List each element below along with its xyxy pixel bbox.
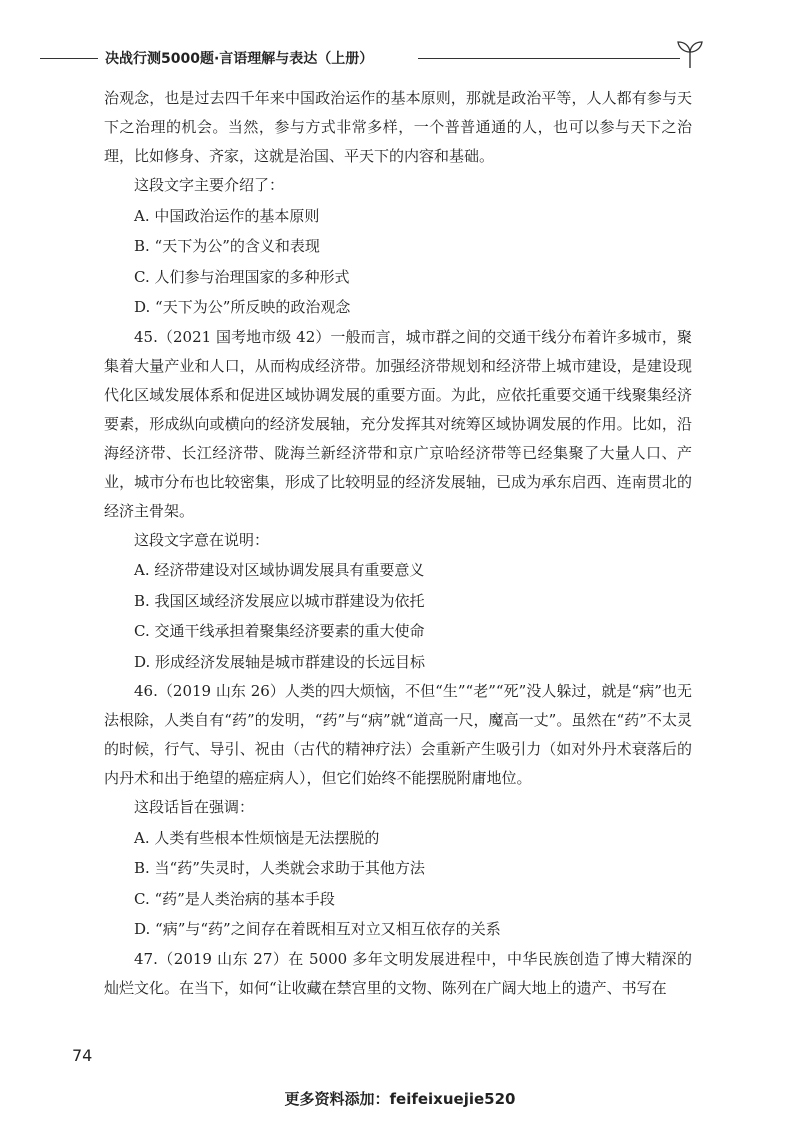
book-title: 决战行测5000题·言语理解与表达（上册） (105, 51, 374, 67)
q46-option-c: C. “药”是人类治病的基本手段 (134, 889, 335, 908)
q47-paragraph: 47.（2019 山东 27）在 5000 多年文明发展进程中，中华民族创造了博大精深的灿烂文化。在当下，如何“让收藏在禁宫里的文物、陈列在广阔大地上的遗产、书写在 (104, 949, 692, 997)
q45-option-d: D. 形成经济发展轴是城市群建设的长远目标 (134, 652, 426, 671)
q44-option-a: A. 中国政治运作的基本原则 (134, 206, 320, 225)
page-number: 74 (72, 1046, 93, 1065)
q45-option-a: A. 经济带建设对区域协调发展具有重要意义 (134, 561, 425, 579)
q46-option-b: B. 当“药”失灵时，人类就会求助于其他方法 (134, 859, 425, 877)
q45-question: 这段文字意在说明： (134, 530, 270, 549)
page-content (104, 84, 692, 1003)
header-rule-left (40, 58, 98, 59)
sprout-icon (676, 34, 704, 70)
q46-question: 这段话旨在强调： (134, 798, 255, 816)
q46-option-d: D. “病”与“药”之间存在着既相互对立又相互依存的关系 (134, 920, 501, 938)
q45-option-c: C. 交通干线承担着聚集经济要素的重大使命 (134, 622, 425, 640)
q45-paragraph: 45.（2021 国考地市级 42）一般而言，城市群之间的交通干线分布着许多城市，聚集着大量产业和人口，从而构成经济带。加强经济带规划和经济带上城市建设，是建设现代化区域发展体系和促进区域协调发展的重要方面。为此，应依托重要交通干线聚集经济要素，形成纵向或横向的经济发展轴，充分发挥其对统筹区域协调发展的作用。比如，沿海经济带、长江经济带、陇海兰新经济带和京广京哈经济带等已经集聚了大量人口、产业，城市分布也比较密集，形成了比较明显的经济发展轴，已成为承东启西、连南贯北的经济主骨架。 (104, 327, 692, 520)
q46-option-a: A. 人类有些根本性烦恼是无法摆脱的 (134, 828, 380, 847)
header-rule-right (418, 58, 680, 59)
q44-option-d: D. “天下为公”所反映的政治观念 (134, 298, 351, 316)
q44-option-c: C. 人们参与治理国家的多种形式 (134, 267, 350, 286)
running-header (0, 44, 800, 72)
q44-option-b: B. “天下为公”的含义和表现 (134, 237, 320, 255)
q46-paragraph: 46.（2019 山东 26）人类的四大烦恼，不但“生”“老”“死”没人躲过，就是“病”也无法根除，人类自有“药”的发明，“药”与“病”就“道高一尺，魔高一丈”。虽然在“药”不太灵的时候，行气、导引、祝由（古代的精神疗法）会重新产生吸引力（如对外丹术衰落后的内丹术和出于绝望的癌症病人），但它们始终不能摆脱附庸地位。 (104, 682, 692, 787)
q44-question: 这段文字主要介绍了： (134, 176, 285, 194)
q44-paragraph-tail: 治观念，也是过去四千年来中国政治运作的基本原则，那就是政治平等，人人都有参与天下之治理的机会。当然，参与方式非常多样，一个普普通通的人，也可以参与天下之治理，比如修身、齐家，这就是治国、平天下的内容和基础。 (104, 89, 692, 165)
q45-option-b: B. 我国区域经济发展应以城市群建设为依托 (134, 591, 425, 610)
footer-note: 更多资料添加：feifeixuejie520 (284, 1090, 516, 1108)
